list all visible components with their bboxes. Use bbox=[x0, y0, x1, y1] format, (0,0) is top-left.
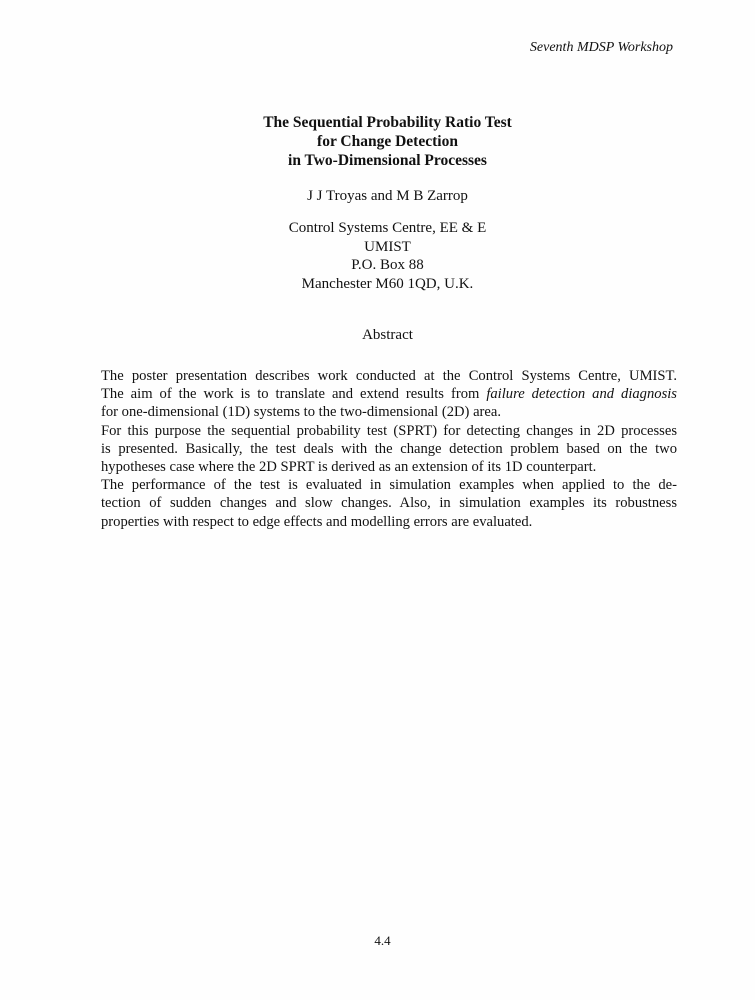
page-number: 4.4 bbox=[374, 933, 391, 948]
abstract-line: for one-dimensional (1D) systems to the two-dimensional (2D) area. bbox=[101, 404, 502, 421]
title-line: for Change Detection bbox=[317, 133, 458, 150]
running-head: Seventh MDSP Workshop bbox=[529, 40, 673, 55]
affiliation-line: Manchester M60 1QD, U.K. bbox=[301, 275, 474, 292]
title-line: The Sequential Probability Ratio Test bbox=[263, 114, 512, 131]
abstract-line: properties with respect to edge effects and modelling errors are evaluated. bbox=[101, 513, 533, 530]
affiliation-line: P.O. Box 88 bbox=[351, 257, 424, 273]
paper-title bbox=[0, 113, 755, 170]
emphasized-term: failure detection and diagnosis bbox=[486, 386, 677, 403]
abstract-line: tection of sudden changes and slow changes. Also, in simulation examples its robustness bbox=[101, 495, 677, 512]
affiliation bbox=[0, 219, 755, 293]
abstract-heading: Abstract bbox=[362, 327, 413, 343]
abstract-line: is presented. Basically, the test deals with the change detection problem based on the two bbox=[101, 440, 677, 457]
abstract-line: hypotheses case where the 2D SPRT is derived as an extension of its 1D counterpart. bbox=[101, 458, 597, 475]
affiliation-line: Control Systems Centre, EE & E bbox=[288, 220, 487, 236]
abstract-line bbox=[101, 385, 677, 403]
title-line: in Two-Dimensional Processes bbox=[288, 152, 487, 169]
abstract-body bbox=[101, 367, 677, 531]
abstract-line: The poster presentation describes work conducted at the Control Systems Centre, UMIST. bbox=[101, 368, 677, 384]
abstract-line-text: The aim of the work is to translate and extend results from bbox=[101, 386, 487, 403]
authors: J J Troyas and M B Zarrop bbox=[307, 188, 468, 204]
abstract-line: The performance of the test is evaluated in simulation examples when applied to the de- bbox=[101, 477, 677, 494]
affiliation-line: UMIST bbox=[364, 238, 411, 255]
abstract-line: For this purpose the sequential probability test (SPRT) for detecting changes in 2D processes bbox=[101, 422, 677, 439]
